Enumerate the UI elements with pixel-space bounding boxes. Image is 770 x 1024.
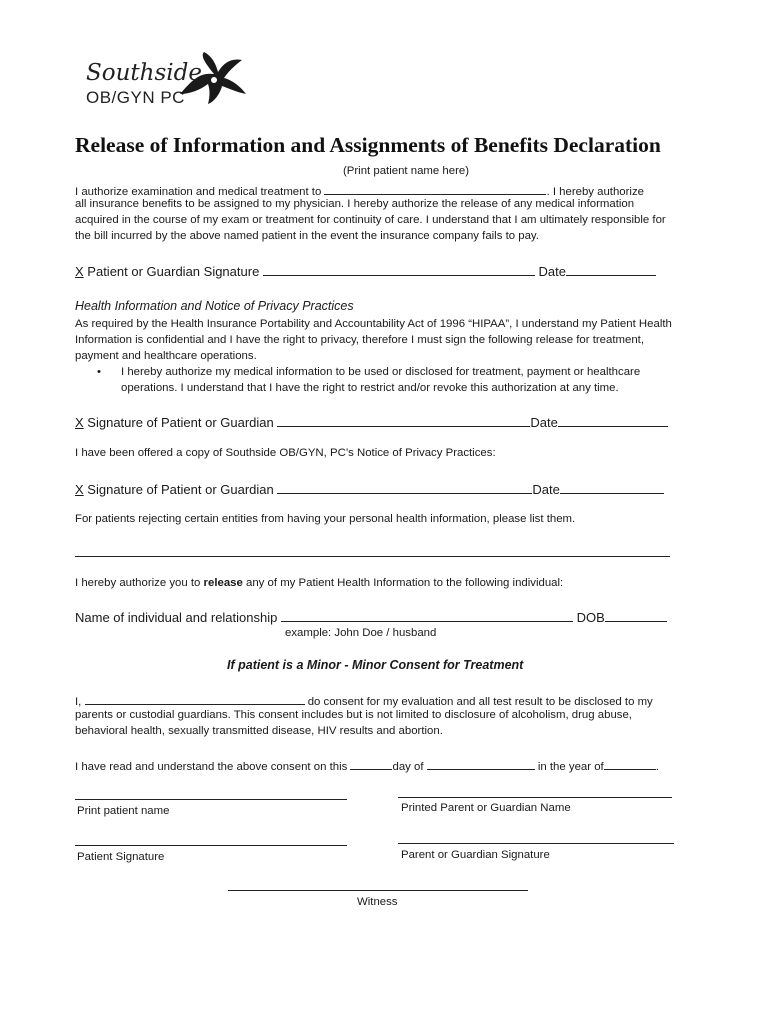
name-relationship-field[interactable] [281, 608, 573, 622]
privacy-signature-row [75, 413, 668, 430]
consent-suffix: do consent for my evaluation and all test result to be disclosed to my [307, 696, 653, 708]
printed-parent-name-line[interactable] [398, 797, 672, 798]
release-suffix: any of my Patient Health Information to the following individual: [246, 577, 564, 589]
date-label: Date [532, 482, 560, 497]
logo-subtitle: OB/GYN PC [86, 88, 185, 107]
patient-signature-label: Patient Signature [77, 851, 165, 863]
patient-guardian-signature-field[interactable] [263, 262, 535, 276]
release-prefix: I hereby authorize you to [75, 577, 201, 589]
rejecting-entities-field[interactable] [75, 556, 670, 557]
date-field[interactable] [566, 262, 656, 276]
rejecting-text: For patients rejecting certain entities from having your personal health information, please list them. [75, 513, 576, 525]
authorize-suffix: . I hereby authorize [546, 186, 644, 198]
date-label: Date [530, 415, 558, 430]
release-name-row [75, 608, 667, 625]
minor-body: parents or custodial guardians. This consent includes but is not limited to disclosure of alcoholism, drug abuse, behavioral health, sexually transmitted disease, HIV results and abortion. [75, 709, 632, 738]
print-patient-name-line[interactable] [75, 799, 347, 800]
privacy-body: As required by the Health Insurance Portability and Accountability Act of 1996 “HIPAA”, I understand my Patient Health Information is confidential and I have the right to privacy, therefore I must sign the following release for treatment, payment and healthcare operations. [75, 318, 672, 363]
bird-logo-icon [170, 50, 250, 106]
signature-x: X [75, 264, 84, 279]
consent-date-line [75, 756, 659, 773]
release-text [75, 577, 563, 589]
year-field[interactable] [604, 756, 656, 770]
logo-name: Southside [86, 60, 202, 86]
notice-signature-row [75, 480, 664, 497]
assignment-body: all insurance benefits to be assigned to my physician. I hereby authorize the release of any medical information acquired in the course of my exam or treatment for continuity of care. I understand that I am ultimately responsible for the bill incurred by the above named patient in the event the insurance company fails to pay. [75, 198, 666, 243]
release-bold: release [203, 577, 243, 589]
minor-name-field[interactable] [85, 691, 305, 705]
day-of-label: day of [392, 761, 424, 773]
date-field[interactable] [560, 480, 664, 494]
witness-label: Witness [357, 896, 398, 908]
printed-parent-label: Printed Parent or Guardian Name [401, 802, 571, 814]
privacy-bullet-list [75, 364, 673, 396]
minor-heading: If patient is a Minor - Minor Consent for Treatment [227, 658, 524, 672]
parent-signature-line[interactable] [398, 843, 674, 844]
dob-field[interactable] [605, 608, 667, 622]
patient-name-field[interactable] [324, 181, 546, 195]
day-field[interactable] [350, 756, 392, 770]
notice-signature-field[interactable] [277, 480, 532, 494]
date-field[interactable] [558, 413, 668, 427]
signature-label: Signature of Patient or Guardian [87, 415, 274, 430]
witness-line[interactable] [228, 890, 528, 891]
i-label: I, [75, 696, 82, 708]
privacy-signature-field[interactable] [277, 413, 530, 427]
patient-guardian-signature-row [75, 262, 656, 279]
notice-text: I have been offered a copy of Southside OB/GYN, PC’s Notice of Privacy Practices: [75, 447, 496, 459]
authorize-prefix: I authorize examination and medical treatment to [75, 186, 322, 198]
privacy-bullet: • I hereby authorize my medical information to be used or disclosed for treatment, payment or healthcare operations. I understand that I have the right to restrict and/or revoke this authorization at any time. [75, 364, 673, 396]
year-of-label: in the year of [537, 761, 604, 773]
date-label: Date [538, 264, 567, 279]
signature-x: X [75, 415, 84, 430]
signature-x: X [75, 482, 84, 497]
example-text: example: John Doe / husband [285, 627, 437, 639]
parent-signature-label: Parent or Guardian Signature [401, 849, 550, 861]
name-hint: (Print patient name here) [343, 165, 469, 177]
print-patient-label: Print patient name [77, 805, 170, 817]
minor-consent-line [75, 691, 653, 708]
privacy-heading: Health Information and Notice of Privacy Practices [75, 299, 354, 313]
dob-label: DOB [576, 610, 605, 625]
signature-label: Signature of Patient or Guardian [87, 482, 274, 497]
name-relationship-label: Name of individual and relationship [75, 610, 278, 625]
patient-signature-line[interactable] [75, 845, 347, 846]
read-prefix: I have read and understand the above consent on this [75, 761, 348, 773]
signature-label: Patient or Guardian Signature [87, 264, 260, 279]
period: . [655, 761, 659, 773]
month-field[interactable] [427, 756, 535, 770]
page-title: Release of Information and Assignments of Benefits Declaration [75, 133, 661, 157]
